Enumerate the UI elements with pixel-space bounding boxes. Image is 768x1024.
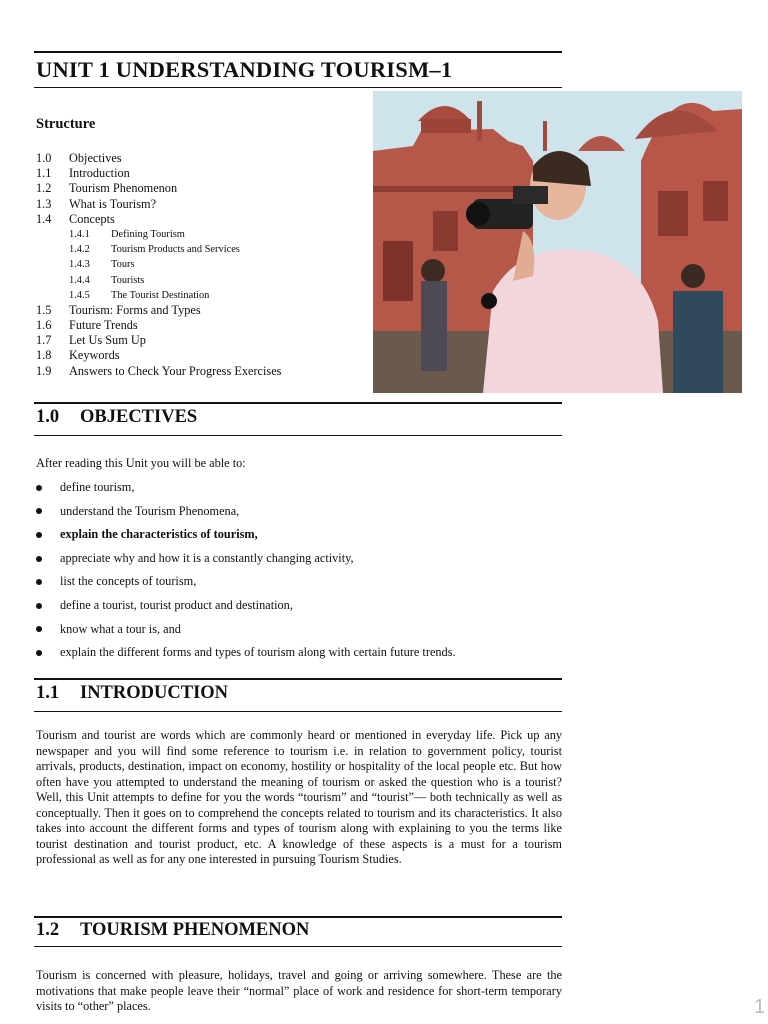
phenomenon-paragraph: Tourism is concerned with pleasure, holidays, travel and going or arriving somewhere. These are the motivations that make people leave their “normal” place of work and residence for short-term temporary visits to “other” places. (36, 968, 562, 1013)
objective-item (36, 641, 456, 665)
phenomenon-heading-text: TOURISM PHENOMENON (80, 920, 310, 940)
structure-item (36, 227, 356, 242)
structure-item-label: Tourism Products and Services (111, 244, 240, 256)
structure-item-label: Keywords (69, 348, 120, 363)
structure-item (36, 257, 356, 272)
structure-item (36, 288, 356, 303)
objective-item (36, 570, 456, 594)
structure-item-label: Future Trends (69, 318, 138, 333)
phenomenon-heading (36, 920, 309, 941)
structure-item-label: Objectives (69, 151, 122, 165)
objectives-list (36, 476, 456, 665)
structure-item (36, 303, 356, 318)
structure-item-number: 1.4 (36, 211, 52, 226)
structure-item (36, 364, 356, 379)
title-underline (34, 87, 562, 88)
objective-text: define tourism, (60, 480, 135, 494)
structure-item (36, 151, 356, 166)
top-rule (34, 51, 562, 53)
objectives-top-rule (34, 402, 562, 404)
objectives-underline (34, 435, 562, 436)
structure-item (36, 273, 356, 288)
structure-item-number: 1.5 (36, 302, 52, 317)
structure-item-label: What is Tourism? (69, 196, 157, 211)
structure-item-number: 1.4.4 (69, 274, 90, 286)
objective-item (36, 618, 456, 642)
structure-item-label: Concepts (69, 211, 115, 226)
phenomenon-underline (34, 946, 562, 947)
structure-item (36, 197, 356, 212)
objective-text: explain the different forms and types of tourism along with certain future trends. (60, 645, 456, 660)
objective-item (36, 594, 456, 618)
structure-item-number: 1.4.5 (69, 289, 90, 301)
structure-item (36, 333, 356, 348)
structure-item (36, 166, 356, 181)
tourist-photo (373, 91, 742, 393)
phenomenon-top-rule (34, 916, 562, 918)
objective-text: list the concepts of tourism, (60, 574, 197, 589)
objective-text: appreciate why and how it is a constantly changing activity, (60, 550, 354, 565)
structure-item-number: 1.8 (36, 348, 52, 363)
bullet-icon (36, 626, 42, 632)
structure-item-number: 1.9 (36, 363, 52, 378)
structure-item-number: 1.4.1 (69, 228, 90, 240)
structure-item-label: Let Us Sum Up (69, 333, 146, 348)
page-number: 1 (754, 996, 766, 1018)
structure-item-label: Tourism Phenomenon (69, 181, 178, 196)
structure-item (36, 181, 356, 196)
structure-heading: Structure (36, 116, 96, 132)
introduction-paragraph: Tourism and tourist are words which are commonly heard or mentioned in everyday life. Pick up any newspaper and you will find some reference to tourism i.e. in relation to government policy, tourist arrivals, products, destination, impact on economy, hostility or hospitality of the local people etc. But how often have you attempted to understand the meaning of tourism or asked the question who is a tourist? Well, this Unit attempts to define for you the words “tourism” and “tourist”— both technically as well as conceptually. Then it goes on to comprehend the concepts related to tourism and its characteristics. It also takes into account the different forms and types of tourism along with explaining to you the terms like tourist destination and tourist product, etc. A knowledge of these aspects is a must for a tourism professional as well as for any one interested in pursuing Tourism Studies. (36, 728, 562, 866)
bullet-icon (36, 603, 42, 609)
structure-item-number: 1.4.3 (69, 259, 90, 271)
structure-item (36, 348, 356, 363)
objectives-heading (36, 407, 197, 428)
structure-item-number: 1.2 (36, 181, 52, 196)
structure-item-number: 1.3 (36, 196, 52, 211)
bullet-icon (36, 556, 42, 562)
objective-text: know what a tour is, and (60, 621, 181, 636)
objective-item (36, 547, 456, 571)
bullet-icon (36, 650, 42, 656)
bullet-icon (36, 532, 42, 538)
objective-item (36, 476, 456, 500)
structure-item-number: 1.7 (36, 333, 52, 348)
structure-list (36, 151, 356, 379)
structure-item-number: 1.4.2 (69, 244, 90, 256)
introduction-heading (36, 683, 228, 704)
introduction-top-rule (34, 678, 562, 680)
structure-item-label: Tourists (111, 274, 145, 286)
structure-item-label: The Tourist Destination (111, 289, 210, 301)
objective-text: define a tourist, tourist product and destination, (60, 597, 293, 612)
introduction-heading-text: INTRODUCTION (80, 683, 229, 703)
bullet-icon (36, 579, 42, 585)
objectives-section-number: 1.0 (36, 407, 60, 427)
structure-item (36, 242, 356, 257)
bullet-icon (36, 485, 42, 491)
objective-text: explain the characteristics of tourism, (60, 527, 258, 542)
introduction-underline (34, 711, 562, 712)
bullet-icon (36, 508, 42, 514)
objective-item (36, 523, 456, 547)
structure-item-label: Introduction (69, 166, 130, 181)
phenomenon-section-number: 1.2 (36, 920, 60, 940)
structure-item-label: Tours (111, 259, 135, 271)
objective-text: understand the Tourism Phenomena, (60, 503, 240, 518)
structure-item-label: Tourism: Forms and Types (69, 302, 201, 317)
structure-item-label: Answers to Check Your Progress Exercises (69, 363, 282, 378)
structure-item (36, 318, 356, 333)
introduction-section-number: 1.1 (36, 683, 60, 703)
structure-item (36, 212, 356, 227)
objectives-heading-text: OBJECTIVES (80, 407, 198, 427)
structure-item-label: Defining Tourism (111, 228, 185, 240)
unit-title: UNIT 1 UNDERSTANDING TOURISM–1 (36, 57, 453, 82)
structure-item-number: 1.6 (36, 318, 52, 333)
objective-item (36, 500, 456, 524)
structure-item-number: 1.0 (36, 151, 52, 165)
objectives-intro: After reading this Unit you will be able to: (36, 456, 246, 470)
structure-item-number: 1.1 (36, 166, 52, 181)
